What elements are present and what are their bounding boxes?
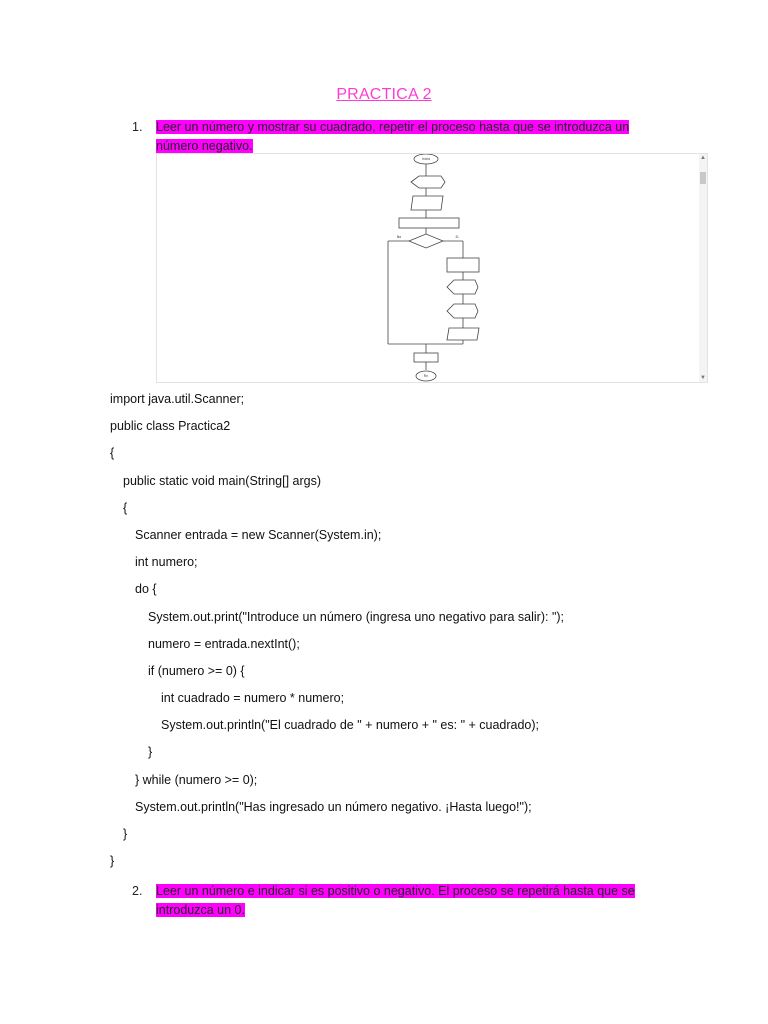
exercise-text: Leer un número y mostrar su cuadrado, repetir el proceso hasta que se introduzca un número negativo.	[156, 120, 630, 153]
code-line: public class Practica2	[110, 419, 231, 434]
code-line: Scanner entrada = new Scanner(System.in);	[135, 527, 382, 542]
code-line: int numero;	[135, 555, 198, 570]
flowchart-start-label: Inicio	[421, 157, 431, 162]
flowchart-process-shape	[414, 353, 438, 362]
exercise-1	[132, 118, 652, 156]
flowchart-display-shape	[447, 280, 478, 294]
code-line: if (numero >= 0) {	[148, 663, 245, 678]
code-line: public static void main(String[] args)	[123, 473, 321, 488]
flowchart-false-label: No	[396, 235, 402, 239]
exercise-number: 2.	[132, 884, 143, 898]
exercise-text: Leer un número e indicar si es positivo o negativo. El proceso se repetirá hasta que se introduzca un 0.	[156, 884, 635, 917]
scroll-up-icon[interactable]: ▲	[700, 155, 706, 161]
scroll-thumb[interactable]	[700, 172, 706, 184]
code-line: import java.util.Scanner;	[110, 392, 245, 406]
code-line: }	[110, 854, 115, 869]
flowchart-process-shape	[399, 218, 459, 228]
code-line: {	[123, 500, 128, 515]
code-line: }	[123, 827, 128, 841]
code-line: System.out.println("El cuadrado de " + numero + " es: " + cuadrado);	[161, 718, 540, 733]
flowchart-decision-shape	[409, 234, 443, 248]
code-line: {	[110, 446, 115, 461]
scroll-down-icon[interactable]: ▼	[700, 375, 706, 381]
exercise-number: 1.	[132, 120, 143, 134]
flowchart-scrollbar[interactable]	[699, 154, 707, 382]
flowchart-image	[156, 153, 708, 383]
flowchart-input-shape	[411, 196, 443, 210]
exercise-2	[132, 882, 652, 920]
flowchart-process-shape	[447, 258, 479, 272]
code-line: } while (numero >= 0);	[135, 772, 258, 787]
flowchart-end-label: Fin	[423, 374, 429, 379]
page-title: PRACTICA 2	[336, 86, 432, 103]
java-code-block	[110, 389, 730, 878]
flowchart-true-label: Si	[455, 235, 459, 239]
code-line: int cuadrado = numero * numero;	[161, 691, 345, 706]
code-line: do {	[135, 582, 157, 597]
flowchart-display-shape	[447, 304, 478, 318]
code-line: numero = entrada.nextInt();	[148, 636, 300, 651]
flowchart-display-shape	[411, 176, 445, 188]
code-line: }	[148, 745, 153, 760]
flowchart-diagram	[157, 154, 697, 382]
code-line: System.out.print("Introduce un número (ingresa uno negativo para salir): ");	[148, 609, 565, 624]
flowchart-input-shape	[447, 328, 479, 340]
code-line: System.out.println("Has ingresado un número negativo. ¡Hasta luego!");	[135, 799, 532, 814]
